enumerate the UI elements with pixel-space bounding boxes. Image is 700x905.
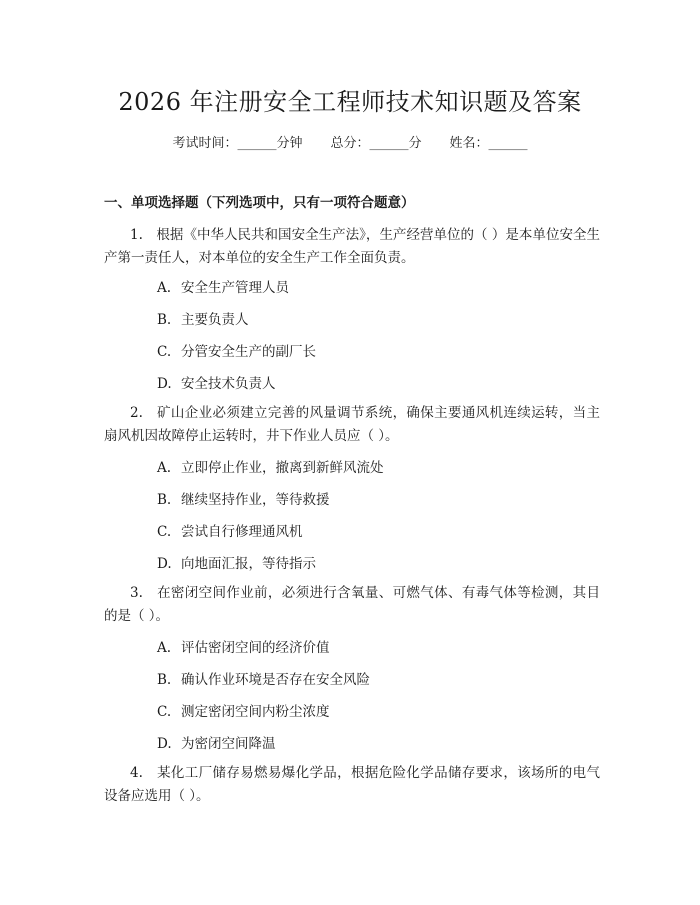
option-letter: C. <box>157 344 172 360</box>
question-3-option-d <box>157 732 276 752</box>
question-2-option-d <box>157 552 316 572</box>
option-text: 向地面汇报，等待指示 <box>181 556 316 572</box>
question-3-option-c <box>157 700 330 720</box>
option-letter: C. <box>157 704 172 720</box>
option-letter: B. <box>157 672 172 688</box>
option-text: 评估密闭空间的经济价值 <box>181 640 330 656</box>
option-letter: B. <box>157 492 172 508</box>
option-letter: A. <box>157 640 172 656</box>
option-letter: A. <box>157 460 172 476</box>
question-3-option-b <box>157 668 370 688</box>
option-text: 尝试自行修理通风机 <box>181 524 303 540</box>
question-2-option-b <box>157 488 330 508</box>
question-1-text: 1. 根据《中华人民共和国安全生产法》，生产经营单位的（ ）是本单位安全生产第一责任人，对本单位的安全生产工作全面负责。 <box>104 227 600 266</box>
question-1-option-c <box>157 340 316 360</box>
question-4-text: 4. 某化工厂储存易燃易爆化学品，根据危险化学品储存要求，该场所的电气设备应选用（ ）。 <box>104 765 600 804</box>
option-letter: C. <box>157 524 172 540</box>
option-letter: D. <box>157 736 172 752</box>
option-text: 确认作业环境是否存在安全风险 <box>181 672 370 688</box>
question-1-option-a <box>157 276 289 296</box>
option-text: 继续坚持作业，等待救援 <box>181 492 330 508</box>
option-text: 安全生产管理人员 <box>181 280 289 296</box>
question-2-option-c <box>157 520 303 540</box>
option-letter: B. <box>157 312 172 328</box>
option-text: 为密闭空间降温 <box>181 736 276 752</box>
question-1-option-b <box>157 308 249 328</box>
option-text: 分管安全生产的副厂长 <box>181 344 316 360</box>
exam-meta-line <box>0 132 700 151</box>
option-letter: A. <box>157 280 172 296</box>
question-2-text: 2. 矿山企业必须建立完善的风量调节系统，确保主要通风机连续运转，当主扇风机因故障停止运转时，井下作业人员应（ ）。 <box>104 405 600 444</box>
total-score-field: 总分：______分 <box>330 136 422 151</box>
option-text: 立即停止作业，撤离到新鲜风流处 <box>181 460 384 476</box>
name-field: 姓名：______ <box>449 136 528 151</box>
question-2-option-a <box>157 456 384 476</box>
section-heading: 一、单项选择题（下列选项中，只有一项符合题意） <box>104 195 415 211</box>
question-3-option-a <box>157 636 330 656</box>
question-3-text: 3. 在密闭空间作业前，必须进行含氧量、可燃气体、有毒气体等检测，其目的是（ ）。 <box>104 585 600 624</box>
option-text: 测定密闭空间内粉尘浓度 <box>181 704 330 720</box>
question-1-option-d <box>157 372 276 392</box>
exam-time-field: 考试时间：______分钟 <box>172 136 303 151</box>
option-text: 安全技术负责人 <box>181 376 276 392</box>
document-title: 2026 年注册安全工程师技术知识题及答案 <box>118 88 582 116</box>
option-text: 主要负责人 <box>181 312 249 328</box>
option-letter: D. <box>157 376 172 392</box>
option-letter: D. <box>157 556 172 572</box>
